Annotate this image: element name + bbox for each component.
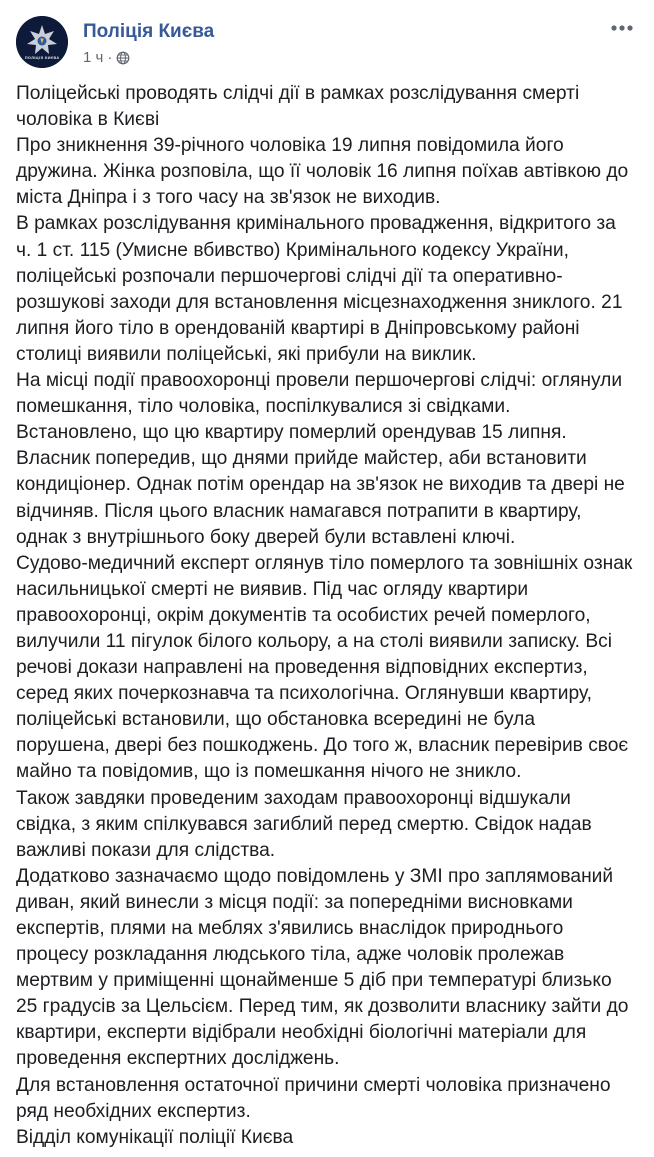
- post-text-line: Додатково зазначаємо щодо повідомлень у ЗМІ про заплямований: [16, 865, 614, 887]
- author-name-link[interactable]: Поліція Києва: [83, 21, 215, 42]
- post-text-line: ч. 1 ст. 115 (Умисне вбивство) Кримінального кодексу України,: [16, 239, 569, 261]
- post-text-line: поліцейські встановили, що обстановка всередині не була: [16, 709, 536, 731]
- post-text-line: квартири, експерти відібрали необхідні біологічні матеріали для: [16, 1022, 587, 1044]
- post-text-line: Поліцейські проводять слідчі дії в рамках розслідування смерті: [16, 83, 580, 104]
- post-text-line: відчиняв. Після цього власник намагався потрапити в квартиру,: [16, 500, 582, 522]
- post-text-line: На місці події правоохоронці провели першочергові слідчі: оглянули: [16, 370, 623, 392]
- post-text-line: Для встановлення остаточної причини смерті чоловіка призначено: [16, 1074, 611, 1096]
- post-text-line: мертвим у приміщенні щонайменше 5 діб при температурі близько: [16, 970, 612, 992]
- post-text-line: Власник попередив, що днями прийде майстер, аби встановити: [16, 448, 587, 470]
- post-body-text: [16, 81, 642, 1151]
- post-text-line: поліцейські розпочали першочергові слідчі дії та оперативно-: [16, 265, 563, 287]
- post-text-line: ряд необхідних експертиз.: [16, 1100, 251, 1122]
- post-text-line: кондиціонер. Однак потім орендар на зв'язок не виходив та двері не: [16, 474, 625, 496]
- post-text-line: Також завдяки проведеним заходам правоохоронці відшукали: [16, 787, 571, 809]
- globe-icon[interactable]: [116, 51, 130, 65]
- post-text-line: Встановлено, що цю квартиру померлий орендував 15 липня.: [16, 422, 567, 444]
- post-text-line: Відділ комунікації поліції Києва: [16, 1126, 294, 1148]
- post-text-line: 25 градусів за Цельсієм. Перед тим, як дозволити власнику зайти до: [16, 996, 629, 1018]
- post-text-line: Про зникнення 39-річного чоловіка 19 липня повідомила його: [16, 135, 564, 157]
- post-text-line: Судово-медичний експерт оглянув тіло померлого та зовнішніх ознак: [16, 552, 633, 574]
- more-horizontal-icon: [611, 25, 633, 31]
- post-text-line: дружина. Жінка розповіла, що її чоловік 16 липня поїхав автівкою до: [16, 161, 629, 183]
- post-text-line: майно та повідомив, що із помешкання нічого не зникло.: [16, 761, 522, 783]
- post-text-line: експертів, плями на меблях з'явились внаслідок природнього: [16, 918, 564, 939]
- meta-separator: ·: [107, 49, 113, 66]
- post-meta: [83, 49, 130, 67]
- post-text-line: однак з внутрішнього боку дверей були вставлені ключі.: [16, 526, 516, 548]
- post-text-line: проведення експертних досліджень.: [16, 1048, 340, 1070]
- post-text-line: В рамках розслідування кримінального провадження, відкритого за: [16, 213, 616, 235]
- post-text-line: розшукові заходи для встановлення місцезнаходження зниклого. 21: [16, 291, 623, 313]
- post-text-line: насильницької смерті не виявив. Під час огляду квартири: [16, 578, 529, 600]
- post-text-line: серед яких почеркознавча та психологічна. Оглянувши квартиру,: [16, 683, 592, 705]
- post-text-line: чоловіка в Києві: [16, 109, 160, 131]
- post-timestamp-link[interactable]: 1 ч: [83, 49, 104, 66]
- post-text-line: міста Дніпра і з того часу на зв'язок не виходив.: [16, 187, 441, 209]
- post-text-line: важливі покази для слідства.: [16, 839, 276, 861]
- post-text-line: правоохоронці, окрім документів та особистих речей померлого,: [16, 604, 591, 626]
- post-header: [16, 12, 638, 68]
- post-text-line: помешкання, тіло чоловіка, поспілкувалися зі свідками.: [16, 396, 511, 418]
- post-text-line: липня його тіло в орендованій квартирі в Дніпровському районі: [16, 317, 580, 339]
- more-options-button[interactable]: [606, 18, 638, 46]
- avatar-caption: ПОЛІЦІЯ КИЄВА: [24, 56, 60, 60]
- post-text-line: речові докази направлені на проведення відповідних експертиз,: [16, 657, 588, 679]
- post-text-line: диван, який винесли з місця події: за попередніми висновками: [16, 891, 573, 913]
- post-text-line: столиці виявили поліцейські, які прибули на виклик.: [16, 343, 477, 365]
- post-text-line: свідка, з яким спілкувався загиблий перед смертю. Свідок надав: [16, 813, 592, 835]
- post-text-line: процесу розкладання людського тіла, адже чоловік пролежав: [16, 944, 565, 966]
- post-text-line: порушена, двері без пошкоджень. До того ж, власник перевірив своє: [16, 735, 629, 757]
- post-text-line: вилучили 11 пігулок білого кольору, а на столі виявили записку. Всі: [16, 630, 612, 652]
- avatar[interactable]: [16, 16, 68, 68]
